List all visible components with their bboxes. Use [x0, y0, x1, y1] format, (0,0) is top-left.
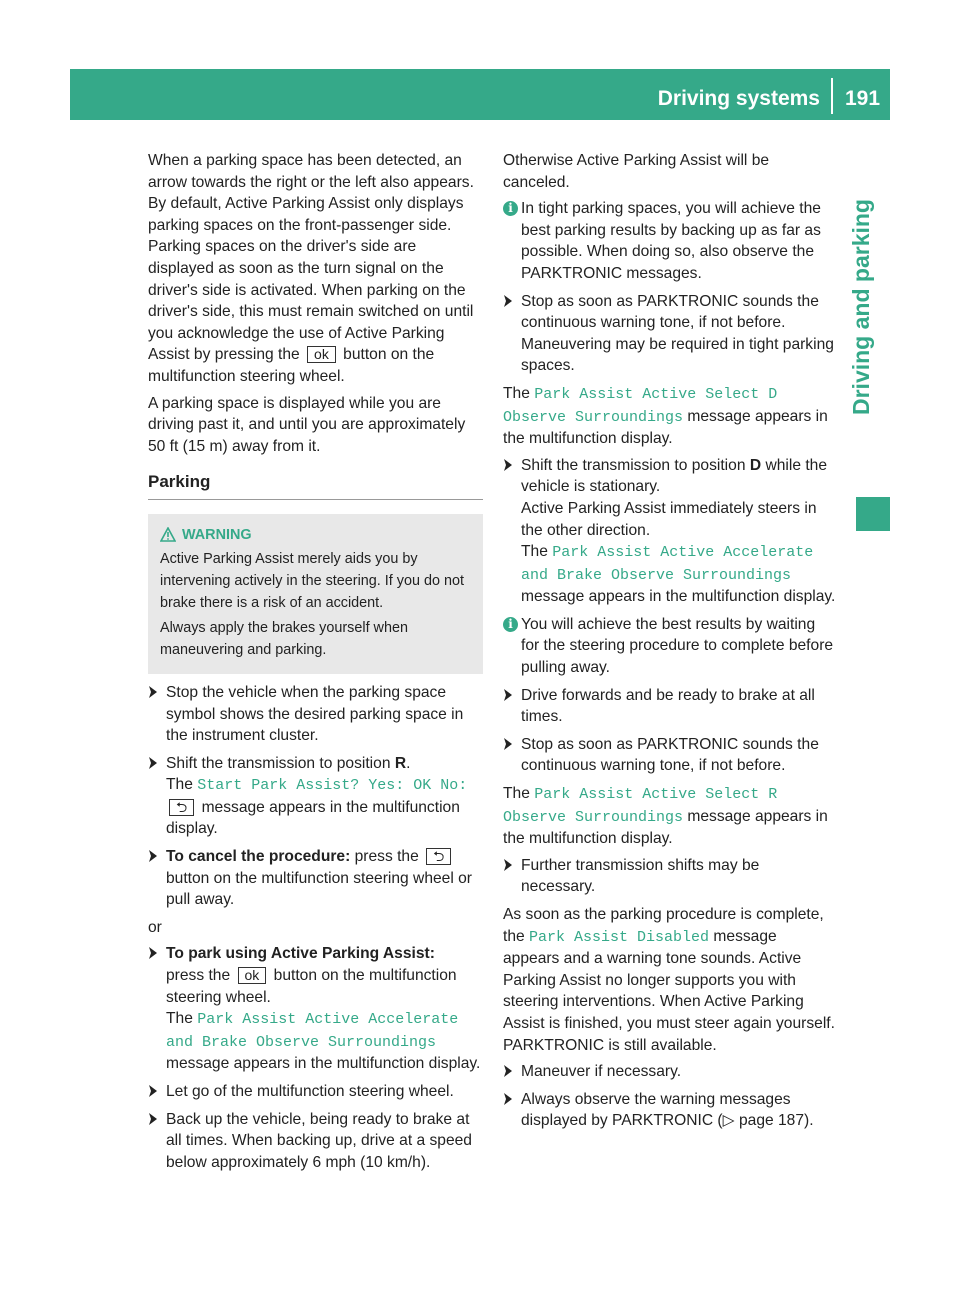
step-text: press the [166, 967, 231, 985]
step-text: Shift the transmission to position [521, 456, 746, 474]
step-heading: To cancel the procedure: [166, 848, 351, 866]
page-reference-icon: ▷ [722, 1112, 735, 1130]
info-icon: i [503, 201, 518, 216]
warning-box [148, 514, 483, 674]
step-item [148, 846, 483, 911]
step-arrow-icon [503, 1092, 513, 1106]
side-tab-marker [856, 497, 890, 531]
paragraph: A parking space is displayed while you are driving past it, and until you are approximately 50 ft (15 m) away from it. [148, 394, 466, 455]
page-reference-link[interactable]: page 187). [738, 1112, 814, 1130]
step-item [503, 685, 836, 728]
gear-position: D [749, 456, 762, 474]
intro-text-after: button on the multifunction steering wheel. [148, 346, 435, 385]
step-text: Stop the vehicle when the parking space symbol shows the desired parking space in the instrument cluster. [166, 683, 464, 745]
intro-paragraph [148, 150, 483, 388]
step-item [148, 682, 483, 747]
section-heading-parking: Parking [148, 471, 483, 500]
step-text: Drive forwards and be ready to brake at all times. [521, 686, 815, 726]
step-text: Shift the transmission to position [166, 754, 391, 772]
display-message: Park Assist Disabled [529, 928, 710, 946]
paragraph-text: message appears in the multifunction display. [503, 807, 828, 848]
paragraph-text: message appears in the multifunction display. [503, 407, 828, 448]
step-arrow-icon [503, 737, 513, 751]
step-text: Stop as soon as PARKTRONIC sounds the continuous warning tone, if not before. [521, 292, 819, 332]
step-text: Always observe the warning messages displayed by PARKTRONIC ( [521, 1090, 791, 1130]
step-text: Maneuvering may be required in tight parking spaces. [521, 335, 834, 375]
step-arrow-icon [503, 458, 513, 472]
step-arrow-icon [148, 849, 158, 863]
right-column [503, 150, 836, 1138]
step-item [503, 291, 836, 377]
warning-text: Active Parking Assist merely aids you by intervening actively in the steering. If you do not brake there is a risk of an accident. [160, 550, 464, 611]
or-text: or [148, 918, 162, 936]
display-message: Start Park Assist? Yes: OK No: [197, 777, 468, 795]
step-item [148, 753, 483, 840]
warning-title [160, 524, 471, 546]
step-arrow-icon [503, 688, 513, 702]
intro-text: When a parking space has been detected, an arrow towards the right or the left also appears. By default, Active Parking Assist only displays parking spaces on the front-passenger side. Parking spaces on the driver's side are displayed as soon as the turn signal on the driver's side is activated. When parking on the driver's side, this must remain switched on until you acknowledge the use of Active Parking Assist by pressing the [148, 152, 474, 364]
paragraph [503, 783, 836, 850]
step-item [148, 1109, 483, 1174]
step-text: . [406, 754, 411, 772]
step-arrow-icon [148, 756, 158, 770]
step-text: while the vehicle is stationary. [521, 456, 827, 496]
step-text: Maneuver if necessary. [521, 1063, 682, 1081]
step-item [503, 1061, 836, 1083]
back-button-icon: ⮌ [169, 799, 194, 816]
info-icon: i [503, 617, 518, 632]
info-note [503, 198, 836, 284]
paragraph [503, 383, 836, 450]
left-column [148, 150, 483, 1179]
ok-key-icon: ok [307, 346, 336, 363]
gear-position: R [394, 754, 407, 772]
paragraph: Otherwise Active Parking Assist will be canceled. [503, 152, 770, 191]
display-message: Park Assist Active Select R Observe Surroundings [503, 786, 778, 826]
paragraph-text: The [503, 785, 530, 803]
page-number: 191 [844, 87, 881, 110]
side-tab-label: Driving and parking [848, 199, 874, 415]
step-arrow-icon [148, 1112, 158, 1126]
step-item [148, 943, 483, 1075]
step-text: The [166, 776, 193, 794]
paragraph-text: The [503, 384, 530, 402]
step-text: Back up the vehicle, being ready to brake at all times. When backing up, drive at a speed below approximately 6 mph (10 km/h). [166, 1110, 472, 1171]
step-item [503, 855, 836, 898]
step-item [503, 455, 836, 608]
display-message: Park Assist Active Accelerate and Brake Observe Surroundings [521, 544, 814, 584]
header-divider [831, 78, 833, 114]
back-button-icon: ⮌ [426, 848, 451, 865]
note-text: In tight parking spaces, you will achieve the best parking results by backing up as far as possible. When doing so, also observe the PARKTRONIC messages. [521, 200, 821, 282]
step-text: Further transmission shifts may be necessary. [521, 856, 760, 896]
step-text: button on the multifunction steering wheel. [166, 967, 457, 1006]
step-text: The [521, 543, 548, 561]
warning-text: Always apply the brakes yourself when maneuvering and parking. [160, 619, 408, 658]
step-text: message appears in the multifunction display. [166, 1055, 481, 1073]
warning-triangle-icon [160, 527, 176, 542]
chapter-title: Driving systems [657, 87, 820, 110]
paragraph [503, 904, 836, 1056]
step-text: Let go of the multifunction steering wheel. [166, 1083, 454, 1100]
ok-key-icon: ok [238, 967, 267, 984]
step-text: Active Parking Assist immediately steers in the other direction. [521, 499, 817, 539]
info-note [503, 614, 836, 679]
step-arrow-icon [503, 294, 513, 308]
paragraph-text: As soon as the parking procedure is complete, the [503, 906, 824, 945]
step-item [503, 1089, 836, 1132]
step-arrow-icon [503, 858, 513, 872]
warning-label: WARNING [182, 526, 252, 543]
step-heading: To park using Active Parking Assist: [166, 945, 435, 963]
step-arrow-icon [148, 946, 158, 960]
step-arrow-icon [503, 1064, 513, 1078]
step-text: message appears in the multifunction display. [521, 588, 836, 606]
step-text: button on the multifunction steering wheel or pull away. [166, 869, 472, 909]
side-tab [842, 199, 882, 455]
step-item [503, 734, 836, 777]
step-text: The [166, 1010, 193, 1028]
step-arrow-icon [148, 685, 158, 699]
paragraph-text: message appears and a warning tone sounds. Active Parking Assist no longer supports you with steering interventions. When Active Parking Assist is finished, you must steer again yourself. PARKTRONIC is still available. [503, 927, 835, 1054]
step-item [148, 1081, 483, 1103]
step-text: message appears in the multifunction display. [166, 798, 460, 838]
step-arrow-icon [148, 1084, 158, 1098]
display-message: Park Assist Active Accelerate and Brake Observe Surroundings [166, 1011, 459, 1051]
step-text: press the [354, 848, 419, 866]
note-text: You will achieve the best results by waiting for the steering procedure to complete before pulling away. [521, 615, 834, 677]
step-text: Stop as soon as PARKTRONIC sounds the continuous warning tone, if not before. [521, 735, 819, 775]
display-message: Park Assist Active Select D Observe Surroundings [503, 385, 778, 426]
